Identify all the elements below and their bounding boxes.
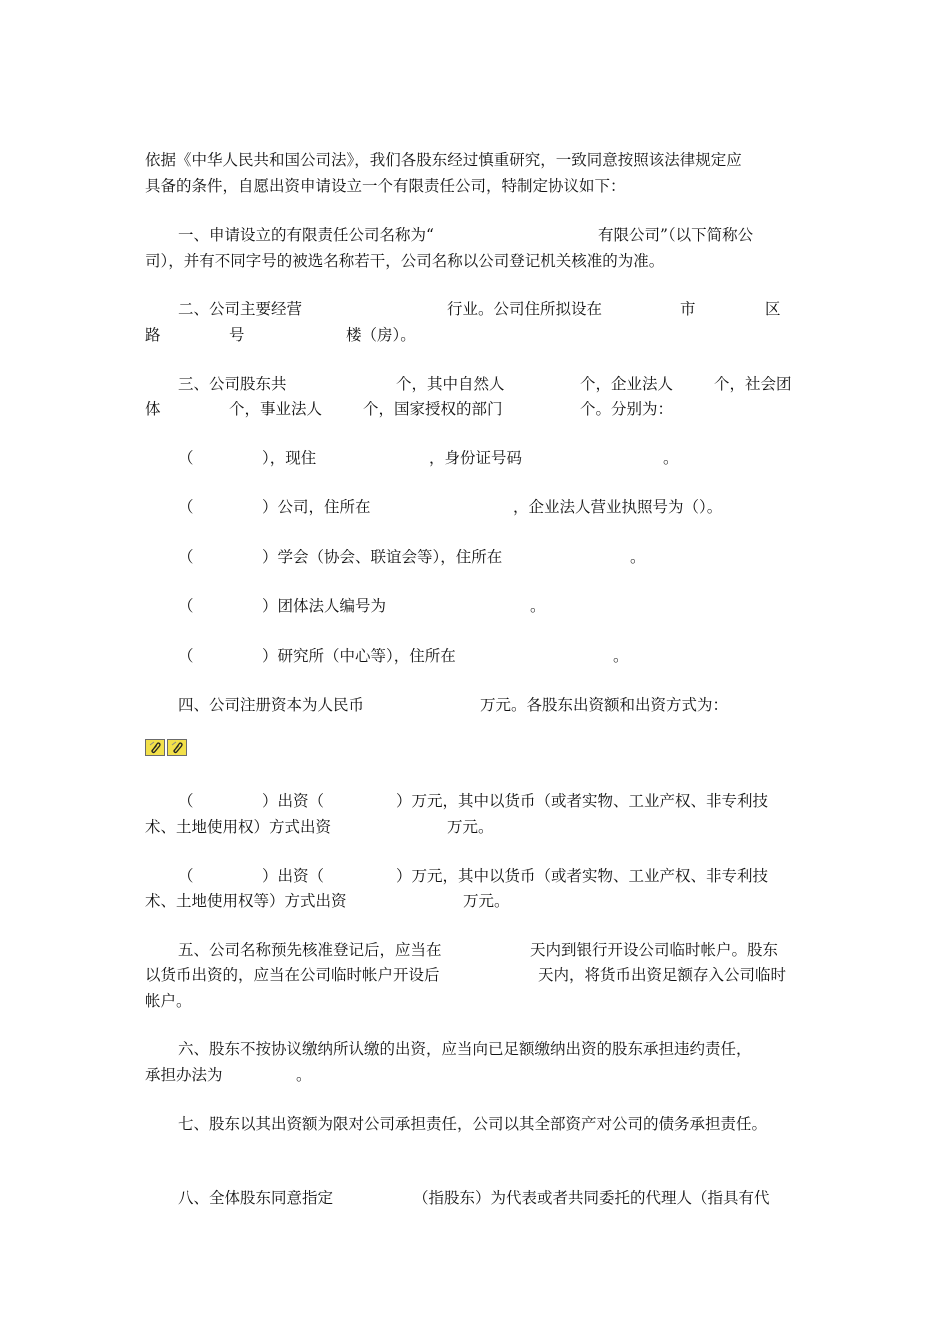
clause-5-text-l2b: 天内，将货币出资足额存入公司临时 bbox=[538, 966, 787, 984]
clause-2-text-g: 楼（房）。 bbox=[346, 326, 416, 344]
shareholder-1-c: ，身份证号码 bbox=[429, 449, 523, 467]
clause-2-line-1 bbox=[0, 297, 950, 321]
contribution-1-line-1 bbox=[0, 789, 950, 813]
clause-3-text-e: 体 bbox=[145, 400, 161, 418]
clause-4-line-1 bbox=[0, 693, 950, 717]
contribution-1-line-2 bbox=[0, 815, 950, 839]
clause-2-line-2 bbox=[0, 323, 950, 347]
contribution-1-c: ）万元，其中以货币（或者实物、工业产权、非专利技 bbox=[396, 792, 769, 810]
clause-1-line-1 bbox=[0, 223, 950, 247]
clause-6-line-2 bbox=[0, 1063, 950, 1087]
contribution-2-line-2 bbox=[0, 889, 950, 913]
shareholder-1-a: （ bbox=[178, 449, 194, 467]
clause-5-text-a: 五、公司名称预先核准登记后，应当在 bbox=[178, 941, 442, 959]
shareholder-3-c: 。 bbox=[630, 548, 646, 566]
clause-7-text-1: 七、股东以其出资额为限对公司承担责任，公司以其全部资产对公司的债务承担责任。 bbox=[178, 1115, 768, 1133]
clause-1-text-a: 一、申请设立的有限责任公司名称为“ bbox=[178, 226, 434, 244]
clause-5-text-l3: 帐户。 bbox=[145, 992, 192, 1010]
shareholder-line-5 bbox=[0, 644, 950, 668]
shareholder-2-a: （ bbox=[178, 498, 194, 516]
shareholder-4-a: （ bbox=[178, 597, 194, 615]
shareholder-2-b: ）公司，住所在 bbox=[262, 498, 371, 516]
contribution-1-a: （ bbox=[178, 792, 194, 810]
clause-5-text-l2a: 以货币出资的，应当在公司临时帐户开设后 bbox=[145, 966, 440, 984]
clause-3-text-g: 个，国家授权的部门 bbox=[363, 400, 503, 418]
contribution-2-line-1 bbox=[0, 864, 950, 888]
clause-3-text-a: 三、公司股东共 bbox=[178, 375, 287, 393]
clause-3-text-d: 个，社会团 bbox=[714, 375, 792, 393]
clause-3-line-1 bbox=[0, 372, 950, 396]
clause-6-text-l2a: 承担办法为 bbox=[145, 1066, 223, 1084]
shareholder-line-1 bbox=[0, 446, 950, 470]
contribution-1-l2a: 术、土地使用权）方式出资 bbox=[145, 818, 332, 836]
clause-3-text-h: 个。分别为： bbox=[580, 400, 674, 418]
clause-5-line-2 bbox=[0, 963, 950, 987]
intro-line-1 bbox=[0, 148, 950, 172]
shareholder-4-c: 。 bbox=[530, 597, 546, 615]
shareholder-3-b: ）学会（协会、联谊会等），住所在 bbox=[262, 548, 503, 566]
shareholder-4-b: ）团体法人编号为 bbox=[262, 597, 387, 615]
contribution-2-b: ）出资（ bbox=[262, 867, 325, 885]
clause-2-text-f: 号 bbox=[229, 326, 245, 344]
clause-3-line-2 bbox=[0, 397, 950, 421]
shareholder-5-b: ）研究所（中心等），住所在 bbox=[262, 647, 456, 665]
intro-line-2 bbox=[0, 174, 950, 198]
shareholder-1-b: ），现住 bbox=[262, 449, 317, 467]
contribution-2-l2a: 术、土地使用权等）方式出资 bbox=[145, 892, 347, 910]
clause-2-text-d: 区 bbox=[765, 300, 781, 318]
shareholder-5-c: 。 bbox=[613, 647, 629, 665]
contribution-2-a: （ bbox=[178, 867, 194, 885]
clause-5-line-3 bbox=[0, 989, 950, 1013]
contribution-1-l2b: 万元。 bbox=[447, 818, 494, 836]
shareholder-3-a: （ bbox=[178, 548, 194, 566]
shareholder-line-2 bbox=[0, 495, 950, 519]
clause-2-text-a: 二、公司主要经营 bbox=[178, 300, 303, 318]
clause-6-line-1 bbox=[0, 1037, 950, 1061]
clause-8-line-1 bbox=[0, 1186, 950, 1210]
clause-8-text-a: 八、全体股东同意指定 bbox=[178, 1189, 334, 1207]
clause-5-line-1 bbox=[0, 938, 950, 962]
clause-7-line-1 bbox=[0, 1112, 950, 1136]
clause-3-text-f: 个，事业法人 bbox=[229, 400, 323, 418]
clause-4-text-a: 四、公司注册资本为人民币 bbox=[178, 696, 365, 714]
intro-text-1: 依据《中华人民共和国公司法》，我们各股东经过慎重研究，一致同意按照该法律规定应 bbox=[145, 151, 742, 169]
contribution-1-b: ）出资（ bbox=[262, 792, 325, 810]
clause-3-text-c: 个，企业法人 bbox=[580, 375, 674, 393]
shareholder-1-d: 。 bbox=[663, 449, 679, 467]
intro-text-2: 具备的条件，自愿出资申请设立一个有限责任公司，特制定协议如下： bbox=[145, 177, 626, 195]
contribution-2-c: ）万元，其中以货币（或者实物、工业产权、非专利技 bbox=[396, 867, 769, 885]
clip-icon[interactable] bbox=[145, 739, 165, 756]
clause-8-text-b: （指股东）为代表或者共同委托的代理人（指具有代 bbox=[413, 1189, 770, 1207]
clause-2-text-c: 市 bbox=[680, 300, 696, 318]
clause-2-text-b: 行业。公司住所拟设在 bbox=[447, 300, 603, 318]
shareholder-5-a: （ bbox=[178, 647, 194, 665]
shareholder-line-3 bbox=[0, 545, 950, 569]
shareholder-line-4 bbox=[0, 594, 950, 618]
clause-6-text-1: 六、股东不按协议缴纳所认缴的出资，应当向已足额缴纳出资的股东承担违约责任， bbox=[178, 1040, 752, 1058]
clip-icon[interactable] bbox=[167, 739, 187, 756]
clause-1-text-2: 司），并有不同字号的被选名称若干，公司名称以公司登记机关核准的为准。 bbox=[145, 252, 665, 270]
shareholder-2-c: ，企业法人营业执照号为（）。 bbox=[513, 498, 723, 516]
clause-4-text-b: 万元。各股东出资额和出资方式为： bbox=[480, 696, 729, 714]
clause-1-text-b: 有限公司”（以下简称公 bbox=[598, 226, 754, 244]
clause-5-text-b: 天内到银行开设公司临时帐户。股东 bbox=[530, 941, 779, 959]
embedded-object-icons bbox=[145, 739, 187, 757]
contribution-2-l2b: 万元。 bbox=[463, 892, 510, 910]
clause-2-text-e: 路 bbox=[145, 326, 161, 344]
clause-3-text-b: 个，其中自然人 bbox=[396, 375, 505, 393]
clause-1-line-2 bbox=[0, 249, 950, 273]
clause-6-text-l2b: 。 bbox=[296, 1066, 312, 1084]
